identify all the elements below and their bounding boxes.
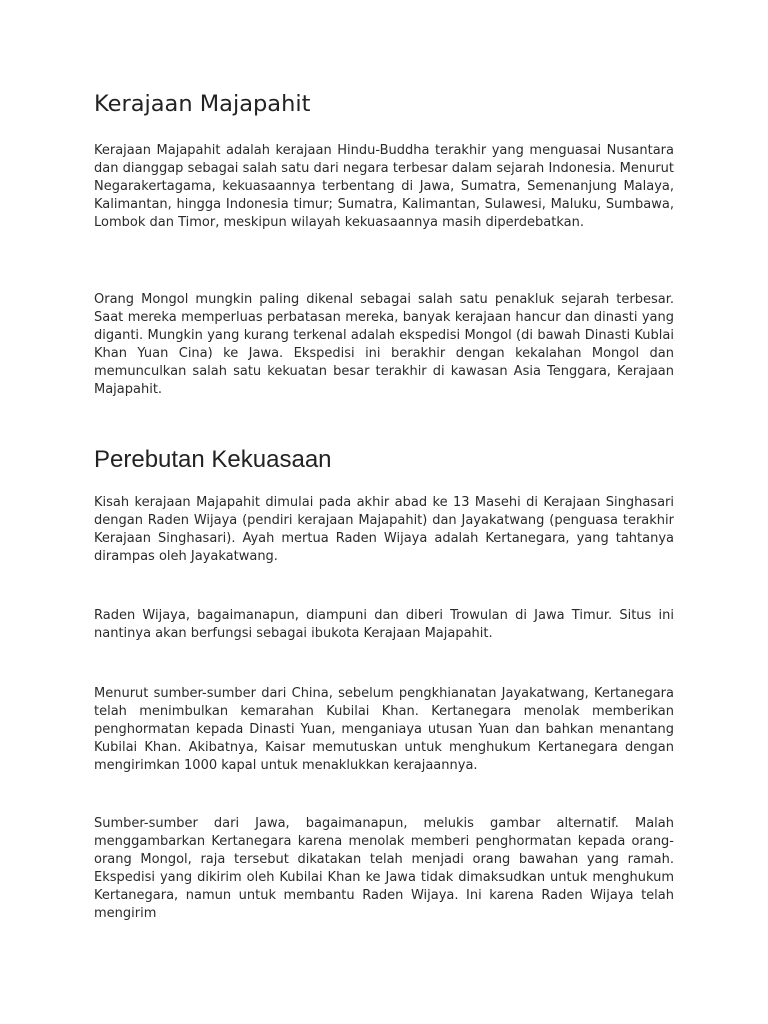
- paragraph: Kisah kerajaan Majapahit dimulai pada akhir abad ke 13 Masehi di Kerajaan Singhasari dengan Raden Wijaya (pendiri kerajaan Majapahit) dan Jayakatwang (penguasa terakhir Kerajaan Singhasari). Ayah mertua Raden Wijaya adalah Kertanegara, yang tahtanya dirampas oleh Jayakatwang.: [94, 495, 674, 564]
- paragraph: Menurut sumber-sumber dari China, sebelum pengkhianatan Jayakatwang, Kertanegara telah menimbulkan kemarahan Kubilai Khan. Kertanegara menolak memberikan penghormatan kepada Dinasti Yuan, menganiaya utusan Yuan dan bahkan menantang Kubilai Khan. Akibatnya, Kaisar memutuskan untuk menghukum Kertanegara dengan mengirimkan 1000 kapal untuk menaklukkan kerajaannya.: [94, 686, 674, 773]
- page-title: Kerajaan Majapahit: [94, 91, 311, 117]
- paragraph: Sumber-sumber dari Jawa, bagaimanapun, melukis gambar alternatif. Malah menggambarkan Kertanegara karena menolak memberi penghormatan kepada orang-orang Mongol, raja tersebut dikatakan telah menjadi orang bawahan yang ramah. Ekspedisi yang dikirim oleh Kubilai Khan ke Jawa tidak dimaksudkan untuk menghukum Kertanegara, namun untuk membantu Raden Wijaya. Ini karena Raden Wijaya telah mengirim: [94, 816, 674, 921]
- paragraph: Raden Wijaya, bagaimanapun, diampuni dan diberi Trowulan di Jawa Timur. Situs ini nantinya akan berfungsi sebagai ibukota Kerajaan Majapahit.: [94, 608, 674, 641]
- paragraph: Orang Mongol mungkin paling dikenal sebagai salah satu penakluk sejarah terbesar. Saat mereka memperluas perbatasan mereka, banyak kerajaan hancur dan dinasti yang diganti. Mungkin yang kurang terkenal adalah ekspedisi Mongol (di bawah Dinasti Kublai Khan Yuan Cina) ke Jawa. Ekspedisi ini berakhir dengan kekalahan Mongol dan memunculkan salah satu kekuatan besar terakhir di kawasan Asia Tenggara, Kerajaan Majapahit.: [94, 292, 674, 397]
- section-heading: Perebutan Kekuasaan: [94, 446, 332, 473]
- paragraph: Kerajaan Majapahit adalah kerajaan Hindu-Buddha terakhir yang menguasai Nusantara dan dianggap sebagai salah satu dari negara terbesar dalam sejarah Indonesia. Menurut Negarakertagama, kekuasaannya terbentang di Jawa, Sumatra, Semenanjung Malaya, Kalimantan, hingga Indonesia timur; Sumatra, Kalimantan, Sulawesi, Maluku, Sumbawa, Lombok dan Timor, meskipun wilayah kekuasaannya masih diperdebatkan.: [94, 143, 674, 230]
